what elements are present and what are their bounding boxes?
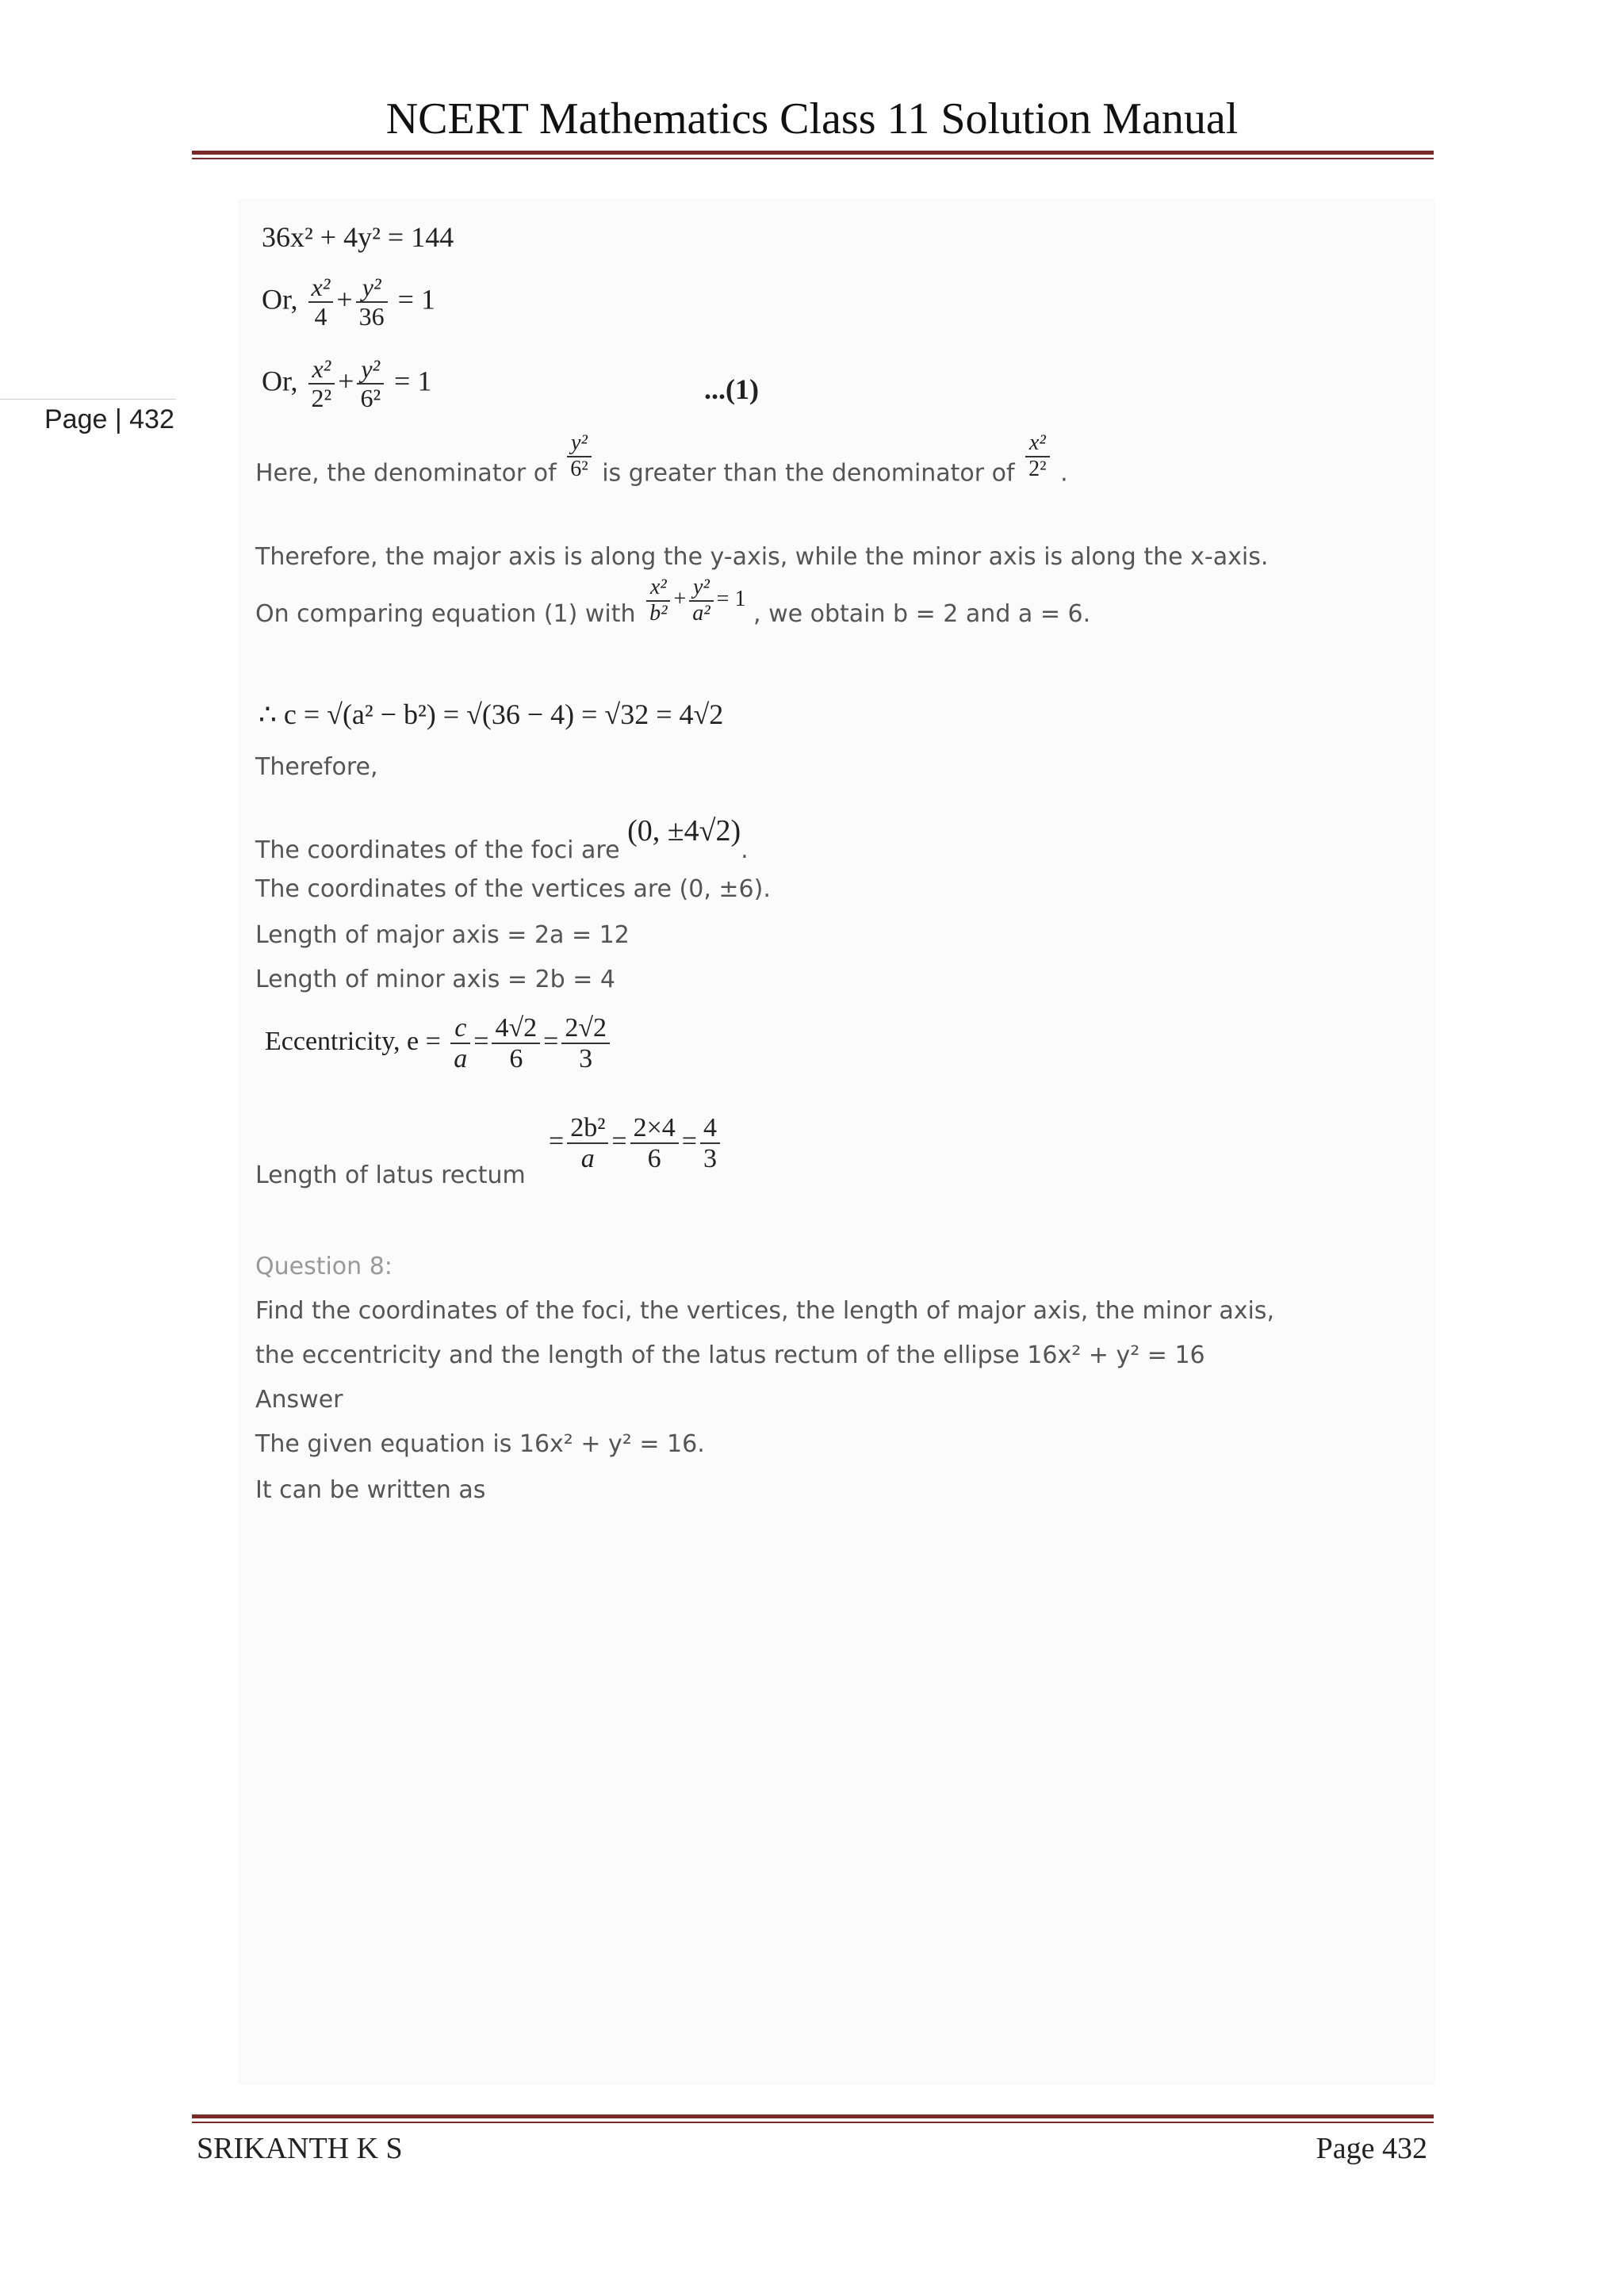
frac-den: 6² bbox=[360, 384, 381, 413]
answer-label: Answer bbox=[255, 1386, 343, 1414]
frac-num: x² bbox=[308, 274, 334, 303]
footer-page-number: Page 432 bbox=[1316, 2132, 1427, 2165]
denominator-line bbox=[255, 430, 1068, 499]
margin-page-label: Page | 432 bbox=[44, 404, 174, 434]
margin-rule bbox=[0, 399, 176, 400]
frac-num: y² bbox=[689, 576, 713, 602]
frac-num: x² bbox=[308, 355, 335, 385]
foci-value: (0, ±4√2) bbox=[627, 814, 741, 848]
frac-den: 36 bbox=[358, 302, 385, 331]
frac-num: 2√2 bbox=[561, 1013, 610, 1044]
denom-text-mid: is greater than the denominator of bbox=[602, 459, 1015, 488]
frac-num: y² bbox=[567, 431, 591, 457]
comparison-line: On comparing equation (1) with $\frac{\text{x²}}{\text{b²}}$ + $\frac{\text{y²}}{\text{a²}}$ = 1 , we obtain b = 2 and a = 6. bbox=[255, 575, 1091, 629]
frac-den: 3 bbox=[703, 1144, 717, 1174]
frac-num: y² bbox=[357, 355, 384, 385]
frac-den: a bbox=[580, 1144, 595, 1174]
eccentricity-label: Eccentricity, e = bbox=[265, 1027, 441, 1057]
written-as-line: It can be written as bbox=[255, 1476, 486, 1504]
frac-den: 6² bbox=[570, 456, 588, 481]
equation-rhs: = 1 bbox=[394, 365, 432, 397]
footer-rule bbox=[192, 2114, 1434, 2118]
eccentricity-c-line: ∴ c = √(a² − b²) = √(36 − 4) = √32 = 4√2 bbox=[259, 698, 724, 730]
equation-line-2: Or, $\frac{\text{x²}}{4}$ + $\frac{\text{y²}}{36}$ = 1 bbox=[262, 273, 435, 331]
foci-line bbox=[255, 814, 749, 866]
header-rule bbox=[192, 151, 1434, 155]
therefore-label: Therefore, bbox=[255, 753, 378, 781]
equation-rhs: = 1 bbox=[397, 283, 435, 316]
denom-text-pre: Here, the denominator of bbox=[255, 459, 557, 488]
equation-line-1: 36x² + 4y² = 144 bbox=[262, 221, 454, 253]
frac-den: 6 bbox=[647, 1144, 661, 1174]
minor-axis-length: Length of minor axis = 2b = 4 bbox=[255, 966, 615, 993]
or-prefix: Or, bbox=[262, 365, 298, 397]
major-axis-length: Length of major axis = 2a = 12 bbox=[255, 921, 630, 949]
frac-num: 4√2 bbox=[492, 1013, 540, 1044]
compare-text-post: , we obtain b = 2 and a = 6. bbox=[753, 600, 1091, 629]
frac-num: c bbox=[450, 1013, 470, 1044]
question-text-line-2: the eccentricity and the length of the latus rectum of the ellipse 16x² + y² = 16 bbox=[255, 1341, 1205, 1369]
vertices-line: The coordinates of the vertices are (0, ±6). bbox=[255, 875, 771, 903]
compare-text-pre: On comparing equation (1) with bbox=[255, 600, 636, 629]
frac-den: 2² bbox=[1028, 456, 1047, 481]
equation-line-3: Or, $\frac{\text{x²}}{\text{2²}}$ + $\frac{\text{y²}}{\text{6²}}$ = 1 bbox=[262, 354, 432, 413]
given-equation: The given equation is 16x² + y² = 16. bbox=[255, 1430, 705, 1458]
compare-rhs: = 1 bbox=[716, 587, 746, 612]
major-axis-statement: Therefore, the major axis is along the y-axis, while the minor axis is along the x-axis. bbox=[255, 543, 1269, 571]
footer-author: SRIKANTH K S bbox=[197, 2132, 403, 2165]
or-prefix: Or, bbox=[262, 283, 298, 316]
frac-num: y² bbox=[356, 274, 388, 303]
latus-rectum-line bbox=[255, 1161, 526, 1189]
latus-label: Length of latus rectum bbox=[255, 1161, 526, 1189]
equation-tag: ...(1) bbox=[704, 373, 759, 405]
page-title: NCERT Mathematics Class 11 Solution Manual bbox=[385, 94, 1239, 144]
foci-text-end: . bbox=[741, 836, 749, 864]
footer-rule-thin bbox=[192, 2122, 1434, 2123]
latus-rectum-math: = $\frac{\text{2b²}}{a}$ = $\frac{2\times 4}{6}$ = $\frac{4}{3}$ bbox=[549, 1113, 723, 1174]
question-heading: Question 8: bbox=[255, 1253, 393, 1280]
frac-num: 4 bbox=[700, 1113, 720, 1144]
header-rule-thin bbox=[192, 158, 1434, 159]
question-text-line-1: Find the coordinates of the foci, the vertices, the length of major axis, the minor axis, bbox=[255, 1297, 1274, 1325]
foci-text-pre: The coordinates of the foci are bbox=[255, 836, 620, 864]
frac-num: 2b² bbox=[567, 1113, 608, 1144]
frac-den: b² bbox=[649, 600, 668, 626]
frac-den: a bbox=[454, 1044, 468, 1074]
frac-den: 3 bbox=[579, 1044, 593, 1074]
frac-num: x² bbox=[646, 576, 670, 602]
frac-den: 4 bbox=[314, 302, 327, 331]
frac-den: 2² bbox=[311, 384, 332, 413]
eccentricity-line: Eccentricity, e = $\frac{c}{a}$ = $\frac{4√2}{6}$ = $\frac{2√2}{3}$ bbox=[265, 1013, 613, 1074]
frac-num: 2×4 bbox=[630, 1113, 679, 1144]
frac-den: a² bbox=[692, 600, 710, 626]
denom-text-end: . bbox=[1060, 459, 1068, 488]
frac-den: 6 bbox=[509, 1044, 523, 1074]
frac-num: x² bbox=[1025, 431, 1049, 457]
